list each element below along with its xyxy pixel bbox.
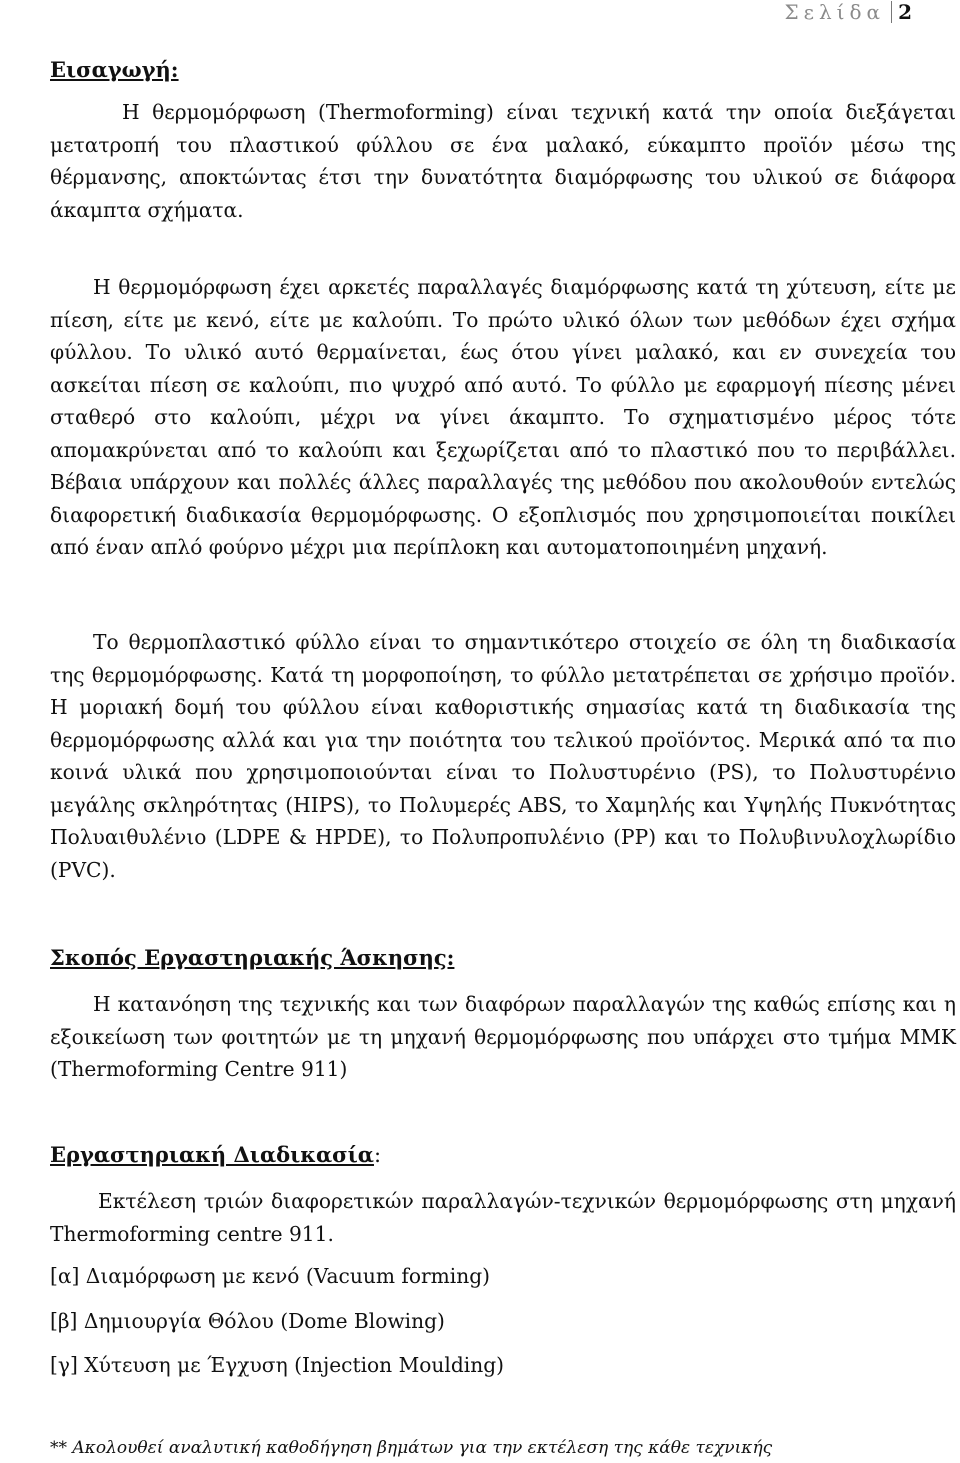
purpose-paragraph [50,988,956,1086]
intro-paragraph-1-text: Η θερμομόρφωση (Thermoforming) είναι τεχνική κατά την οποία διεξάγεται μετατροπή του πλαστικού φύλλου σε ένα μαλακό, εύκαμπτο προϊόν μέσω της θέρμανσης, αποκτώντας έτσι την δυνατότητα διαμόρφωσης του υλικού σε διάφορα άκαμπτα σχήματα. [50,100,956,222]
intro-paragraph-2 [50,271,956,564]
purpose-paragraph-text: Η κατανόηση της τεχνικής και των διαφόρων παραλλαγών της καθώς επίσης και η εξοικείωση των φοιτητών με τη μηχανή θερμομόρφωσης που υπάρχει στο τμήμα ΜΜΚ (Thermoforming Centre 911) [50,992,956,1081]
procedure-heading-text: Εργαστηριακή Διαδικασία [50,1142,374,1167]
intro-paragraph-3-text: Το θερμοπλαστικό φύλλο είναι το σημαντικότερο στοιχείο σε όλη τη διαδικασία της θερμομόρφωσης. Κατά τη μορφοποίηση, το φύλλο μετατρέπεται σε χρήσιμο προϊόν. Η μοριακή δομή του φύλλου είναι καθοριστικής σημασίας κατά τη διαδικασία της θερμομόρφωσης αλλά και για την ποιότητα του τελικού προϊόντος. Μερικά από τα πιο κοινά υλικά που χρησιμοποιούνται είναι το Πολυστυρένιο (PS), το Πολυστυρένιο μεγάλης σκληρότητας (HIPS), το Πολυμερές ABS, το Χαμηλής και Υψηλής Πυκνότητας Πολυαιθυλένιο (LDPE & HPDE), το Πολυπροπυλένιο (PP) και το Πολυβινυλοχλωρίδιο (PVC). [50,630,956,882]
intro-heading: Εισαγωγή: [50,57,179,82]
procedure-list-item: [β] Δημιουργία Θόλου (Dome Blowing) [50,1309,445,1333]
procedure-heading [50,1143,381,1167]
page-header [785,0,913,24]
page-header-label: Σελίδα [784,0,886,24]
page-number: 2 [898,0,912,24]
procedure-list-item: [γ] Χύτευση με Έγχυση (Injection Moulding) [50,1353,505,1377]
intro-paragraph-3 [50,626,956,886]
procedure-list-item: [α] Διαμόρφωση με κενό (Vacuum forming) [50,1264,491,1288]
procedure-paragraph-text: Εκτέλεση τριών διαφορετικών παραλλαγών-τεχνικών θερμομόρφωσης στη μηχανή Thermoforming centre 911. [50,1189,956,1246]
purpose-heading: Σκοπός Εργαστηριακής Άσκησης: [50,945,455,970]
procedure-heading-colon: : [373,1143,382,1167]
procedure-paragraph [50,1185,956,1250]
footnote: ** Ακολουθεί αναλυτική καθοδήγηση βημάτων για την εκτέλεση της κάθε τεχνικής [50,1438,773,1458]
intro-paragraph-2-text: Η θερμομόρφωση έχει αρκετές παραλλαγές διαμόρφωσης κατά τη χύτευση, είτε με πίεση, είτε με κενό, είτε με καλούπι. Το πρώτο υλικό όλων των μεθόδων έχει σχήμα φύλλου. Το υλικό αυτό θερμαίνεται, έως ότου γίνει μαλακό, και εν συνεχεία του ασκείται πίεση σε καλούπι, πιο ψυχρό από αυτό. Το φύλλο με εφαρμογή πίεσης μένει σταθερό στο καλούπι, μέχρι να γίνει άκαμπτο. Το σχηματισμένο μέρος τότε απομακρύνεται από το καλούπι και ξεχωρίζεται από το πλαστικό που το περιβάλλει. Βέβαια υπάρχουν και πολλές άλλες παραλλαγές της μεθόδου που ακολουθούν εντελώς διαφορετική διαδικασία θερμομόρφωσης. Ο εξοπλισμός που χρησιμοποιείται ποικίλει από έναν απλό φούρνο μέχρι μια περίπλοκη και αυτοματοποιημένη μηχανή. [50,275,956,559]
intro-paragraph-1 [50,96,956,226]
